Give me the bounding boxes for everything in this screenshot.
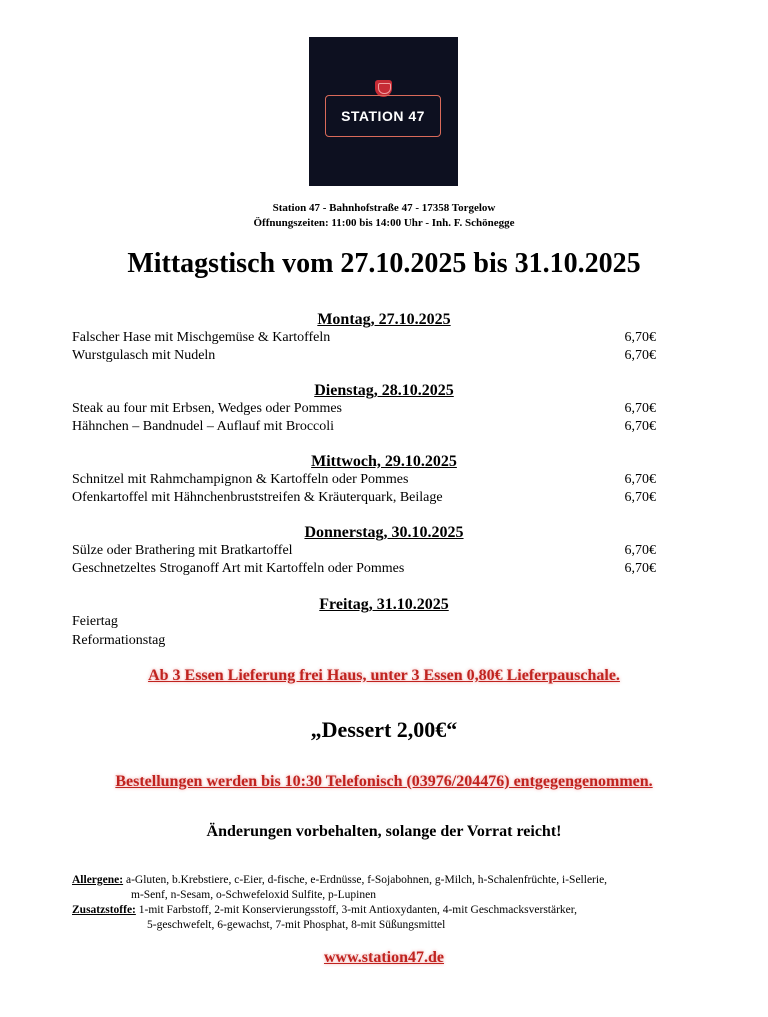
dish-name: Sülze oder Brathering mit Bratkartoffel xyxy=(72,543,293,558)
order-note: Bestellungen werden bis 10:30 Telefonisch (03976/204476) entgegengenommen. xyxy=(115,773,653,790)
dish-name: Feiertag xyxy=(72,614,118,629)
dessert-price: „Dessert 2,00€“ xyxy=(310,717,458,742)
dish-row xyxy=(72,543,656,559)
allergens-line xyxy=(72,874,712,886)
day-heading-friday: Freitag, 31.10.2025 xyxy=(319,596,449,613)
dish-row xyxy=(72,419,656,435)
opening-hours: Öffnungszeiten: 11:00 bis 14:00 Uhr - Inh. F. Schönegge xyxy=(253,217,515,229)
day-heading-tuesday: Dienstag, 28.10.2025 xyxy=(314,382,454,399)
dish-name: Reformationstag xyxy=(72,633,166,648)
dish-price: 6,70€ xyxy=(624,490,656,505)
additives-label: Zusatzstoffe: xyxy=(72,904,136,916)
additives-list-cont: 5-geschwefelt, 6-gewachst, 7-mit Phosphat, 8-mit Süßungsmittel xyxy=(147,919,446,931)
dish-row xyxy=(72,330,656,346)
changes-note: Änderungen vorbehalten, solange der Vorrat reicht! xyxy=(206,823,562,840)
dish-name: Falscher Hase mit Mischgemüse & Kartoffeln xyxy=(72,330,331,345)
website-link[interactable]: www.station47.de xyxy=(323,949,444,966)
dish-price: 6,70€ xyxy=(624,561,656,576)
dish-price: 6,70€ xyxy=(624,330,656,345)
dish-price: 6,70€ xyxy=(624,472,656,487)
day-heading-wednesday: Mittwoch, 29.10.2025 xyxy=(311,453,457,470)
station47-logo xyxy=(309,37,458,186)
dish-row xyxy=(72,401,656,417)
dish-name: Hähnchen – Bandnudel – Auflauf mit Broccoli xyxy=(72,419,335,434)
dish-row xyxy=(72,614,656,630)
dish-row xyxy=(72,490,656,506)
day-heading-thursday: Donnerstag, 30.10.2025 xyxy=(304,524,464,541)
dish-price: 6,70€ xyxy=(624,401,656,416)
additives-list: 1-mit Farbstoff, 2-mit Konservierungsstoff, 3-mit Antioxydanten, 4-mit Geschmacksverstärker, xyxy=(138,904,578,916)
dish-price: 6,70€ xyxy=(624,543,656,558)
dish-name: Steak au four mit Erbsen, Wedges oder Pommes xyxy=(72,401,343,416)
dish-name: Ofenkartoffel mit Hähnchenbruststreifen & Kräuterquark, Beilage xyxy=(72,490,443,505)
dish-row xyxy=(72,472,656,488)
day-heading-monday: Montag, 27.10.2025 xyxy=(317,311,451,328)
allergens-list: a-Gluten, b.Krebstiere, c-Eier, d-fische, e-Erdnüsse, f-Sojabohnen, g-Milch, h-Schalenfrüchte, i-Sellerie, xyxy=(125,874,608,886)
dish-name: Geschnetzeltes Stroganoff Art mit Kartoffeln oder Pommes xyxy=(72,561,405,576)
address-line: Station 47 - Bahnhofstraße 47 - 17358 Torgelow xyxy=(272,202,496,214)
dish-name: Wurstgulasch mit Nudeln xyxy=(72,348,216,363)
logo-text: STATION 47 xyxy=(341,108,425,124)
dish-row xyxy=(72,348,656,364)
dish-price: 6,70€ xyxy=(624,419,656,434)
delivery-note: Ab 3 Essen Lieferung frei Haus, unter 3 Essen 0,80€ Lieferpauschale. xyxy=(148,667,620,684)
additives-line xyxy=(72,904,712,916)
dish-row xyxy=(72,561,656,577)
dish-price: 6,70€ xyxy=(624,348,656,363)
allergens-list-cont: m-Senf, n-Sesam, o-Schwefeloxid Sulfite, p-Lupinen xyxy=(131,889,376,901)
dish-name: Schnitzel mit Rahmchampignon & Kartoffeln oder Pommes xyxy=(72,472,409,487)
dish-row xyxy=(72,633,656,649)
allergens-label: Allergene: xyxy=(72,874,124,886)
page-title: Mittagstisch vom 27.10.2025 bis 31.10.2025 xyxy=(127,248,641,279)
